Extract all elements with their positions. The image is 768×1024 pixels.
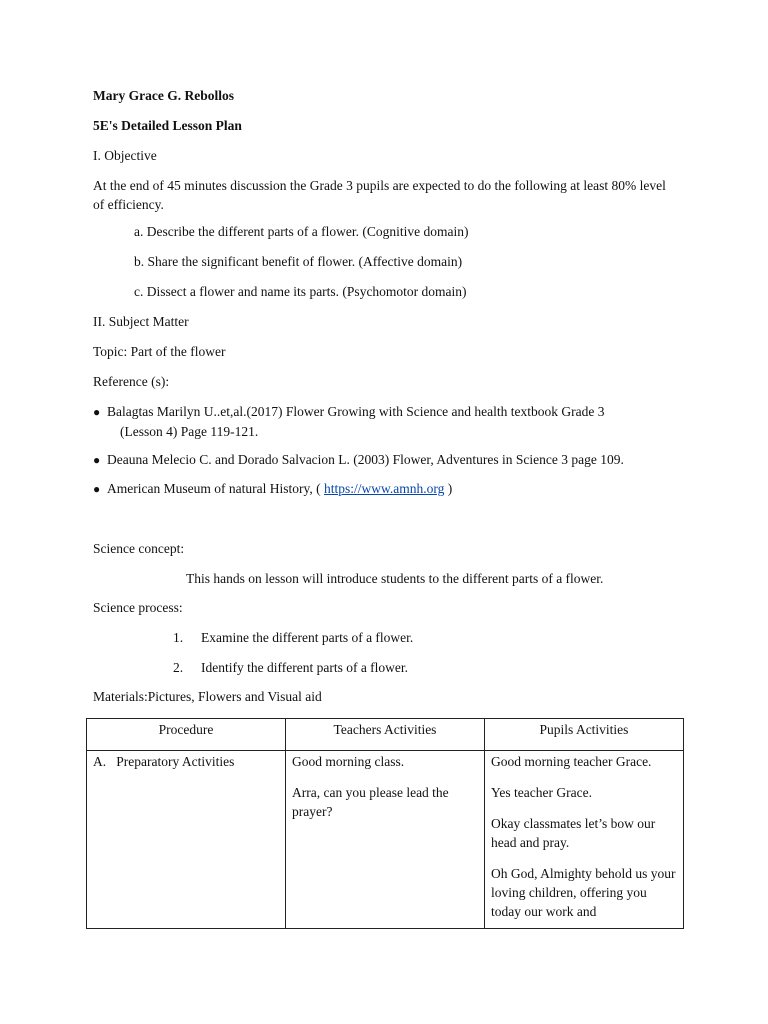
reference-item (93, 450, 683, 470)
reference-text: American Museum of natural History, ( (107, 481, 324, 496)
reference-item (93, 402, 683, 441)
process-text: Identify the different parts of a flower. (201, 660, 409, 675)
reference-link[interactable]: https://www.amnh.org (323, 481, 445, 496)
process-number: 2. (173, 660, 184, 675)
document-title: 5E's Detailed Lesson Plan (93, 118, 242, 133)
process-number: 1. (173, 630, 184, 645)
objective-heading: I. Objective (93, 148, 157, 163)
objective-item: b. Share the significant benefit of flower. (Affective domain) (134, 254, 463, 269)
pupil-line: Okay classmates let’s bow our head and pray. (491, 816, 656, 850)
procedure-text: A. Preparatory Activities (93, 754, 235, 769)
science-concept-label: Science concept: (93, 541, 185, 556)
teacher-cell (286, 751, 485, 929)
reference-text-end: ) (444, 481, 453, 496)
procedure-cell (87, 751, 286, 929)
reference-item (93, 479, 683, 499)
objective-intro: At the end of 45 minutes discussion the Grade 3 pupils are expected to do the following at least 80% level of efficiency. (93, 178, 666, 212)
objective-item: a. Describe the different parts of a flower. (Cognitive domain) (134, 224, 469, 239)
process-text: Examine the different parts of a flower. (201, 630, 414, 645)
reference-text: Deauna Melecio C. and Dorado Salvacion L. (2003) Flower, Adventures in Science 3 page 109. (107, 452, 624, 467)
column-header: Teachers Activities (286, 719, 485, 751)
column-header: Procedure (87, 719, 286, 751)
materials-line: Materials:Pictures, Flowers and Visual aid (93, 689, 322, 704)
reference-label: Reference (s): (93, 374, 170, 389)
pupils-cell (485, 751, 684, 929)
bullet-icon: ● (93, 453, 101, 467)
table-header-row (87, 719, 684, 751)
objective-item: c. Dissect a flower and name its parts. (Psychomotor domain) (134, 284, 467, 299)
bullet-icon: ● (93, 405, 101, 419)
reference-text: Balagtas Marilyn U..et,al.(2017) Flower Growing with Science and health textbook Grade 3 (107, 404, 605, 419)
column-header: Pupils Activities (485, 719, 684, 751)
table-row (87, 751, 684, 929)
bullet-icon: ● (93, 482, 101, 496)
science-process-label: Science process: (93, 600, 183, 615)
pupil-line: Good morning teacher Grace. (491, 754, 652, 769)
pupil-line: Oh God, Almighty behold us your loving children, offering you today our work and (491, 866, 676, 919)
reference-text-cont: (Lesson 4) Page 119-121. (120, 424, 259, 439)
teacher-line: Good morning class. (292, 754, 405, 769)
teacher-line: Arra, can you please lead the prayer? (292, 785, 449, 819)
pupil-line: Yes teacher Grace. (491, 785, 592, 800)
process-item (173, 658, 408, 677)
topic-line: Topic: Part of the flower (93, 344, 226, 359)
activities-table (86, 718, 684, 929)
science-concept-text: This hands on lesson will introduce students to the different parts of a flower. (186, 571, 604, 586)
process-item (173, 628, 413, 647)
subject-matter-heading: II. Subject Matter (93, 314, 189, 329)
author-name: Mary Grace G. Rebollos (93, 88, 234, 103)
